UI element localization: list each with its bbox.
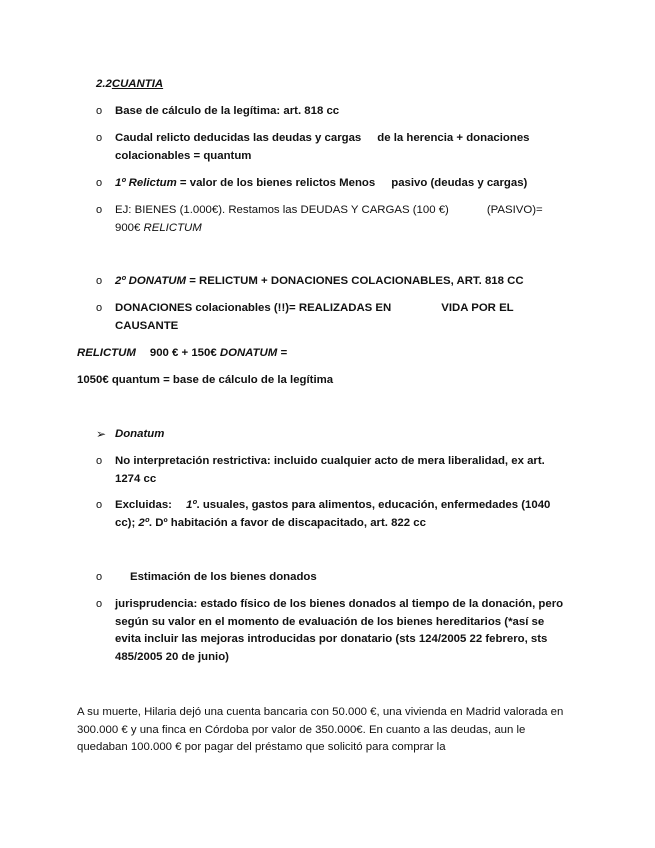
caudal-text (115, 130, 571, 165)
donaciones-body2: VIDA POR EL (441, 302, 514, 314)
list-item-caudal (96, 130, 571, 165)
bullet-circle: o (96, 105, 103, 117)
calc-relictum: RELICTUM (77, 347, 136, 359)
no-interpretacion-text: No interpretación restrictiva: incluido cualquier acto de mera liberalidad, ex art. 1274 cc (115, 455, 545, 485)
calc-values: 900 € + 150€ (149, 347, 220, 359)
arrow-bullet-icon: ➢ (96, 427, 107, 441)
list-item-ejemplo (96, 202, 571, 237)
list-item-base (96, 103, 571, 121)
relictum-body: = valor de los bienes relictos Menos (176, 177, 376, 189)
bullet-circle: o (96, 177, 103, 189)
bullet-circle: o (96, 499, 103, 511)
excluidas-body1: . usuales, gastos para alimentos, educación, enfermedades (1040 cc); (115, 499, 551, 529)
excluidas-body2: . Dº habitación a favor de discapacitado, art. 822 cc (148, 516, 426, 529)
section-title: CUANTIA (111, 78, 164, 90)
ejemplo-text (115, 202, 571, 237)
relictum-body2: pasivo (deudas y cargas) (391, 177, 528, 189)
list-item-jurisprudencia (96, 596, 571, 666)
donaciones-text (115, 300, 571, 335)
list-item-estimacion (96, 569, 571, 587)
donatum-heading-text: Donatum (115, 428, 165, 440)
list-item-donatum (96, 273, 571, 291)
base-text: Base de cálculo de la legítima: art. 818 cc (115, 105, 340, 117)
quantum-line: 1050€ quantum = base de cálculo de la legítima (77, 374, 334, 386)
donatum-label: 2º DONATUM (115, 275, 187, 287)
estimacion-text: Estimación de los bienes donados (130, 571, 317, 583)
bullet-circle: o (96, 598, 103, 610)
excluidas-text (115, 497, 571, 532)
donatum-body: = RELICTUM + DONACIONES COLACIONABLES, ART. 818 CC (186, 275, 524, 287)
donatum-heading (96, 426, 571, 444)
case-paragraph: A su muerte, Hilaria dejó una cuenta bancaria con 50.000 €, una vivienda en Madrid valorada en 300.000 € y una finca en Córdoba por valor de 350.000€. En cuanto a las deudas, aun le quedaban 100.000 € por pagar del préstamo que solicitó para comprar la (77, 706, 564, 753)
donaciones-body: DONACIONES colacionables (!!)= REALIZADAS EN (115, 302, 392, 314)
list-item-relictum (96, 175, 571, 193)
donaciones-causante: CAUSANTE (115, 319, 179, 332)
bullet-circle: o (96, 132, 103, 144)
bullet-circle: o (96, 455, 103, 467)
caudal-part1: Caudal relicto deducidas las deudas y cargas (115, 132, 362, 144)
calc-line (77, 345, 287, 363)
bullet-circle: o (96, 571, 103, 583)
list-item-excluidas (96, 497, 571, 532)
list-item-no-interpretacion (96, 453, 571, 488)
ejemplo-body: EJ: BIENES (1.000€). Restamos las DEUDAS Y CARGAS (100 €) (115, 204, 449, 216)
bullet-circle: o (96, 302, 103, 314)
excluidas-num2: 2º (138, 516, 149, 529)
excluidas-label: Excluidas: (115, 499, 172, 511)
caudal-part2: de la herencia + donaciones colacionables = quantum (115, 132, 530, 162)
bullet-circle: o (96, 204, 103, 216)
list-item-donaciones (96, 300, 571, 335)
ejemplo-relictum: RELICTUM (143, 221, 202, 234)
donatum-text (115, 273, 571, 291)
excluidas-num1: 1º (185, 499, 197, 511)
section-heading (96, 76, 163, 94)
jurisprudencia-text: jurisprudencia: estado físico de los bienes donados al tiempo de la donación, pero según su valor en el momento de evaluación de los bienes hereditarios (*así se evita incluir las mejoras introducidas por donatario (sts 124/2005 22 febrero, sts 485/2005 20 de junio) (115, 598, 564, 663)
bullet-circle: o (96, 275, 103, 287)
calc-donatum: DONATUM = (219, 347, 288, 359)
relictum-text (115, 175, 571, 193)
section-number: 2.2 (96, 78, 112, 90)
ejemplo-pasivo: (PASIVO)= (486, 204, 543, 216)
relictum-label: 1º Relictum (115, 177, 177, 189)
ejemplo-result: 900€ (115, 221, 144, 234)
